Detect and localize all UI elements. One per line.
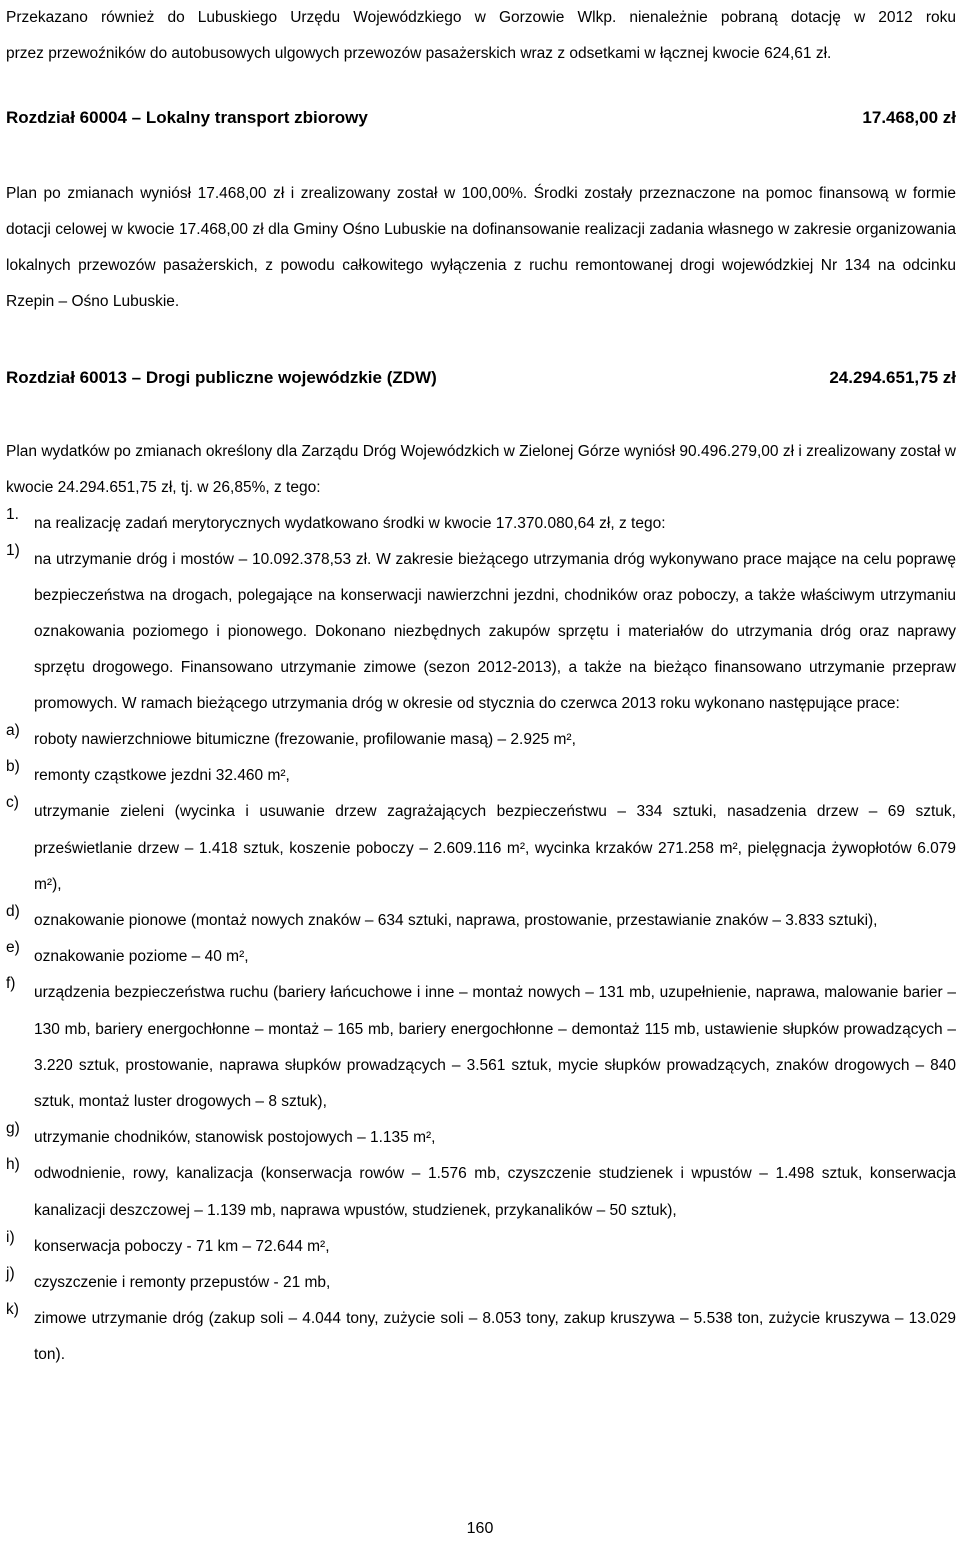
sub-point-number: 1) — [6, 542, 20, 559]
list-letter: i) — [6, 1228, 15, 1246]
list-text: remonty cząstkowe jezdni 32.460 m², — [34, 767, 290, 785]
section-heading-60013 — [6, 368, 956, 388]
list-letter: e) — [6, 939, 20, 957]
section-amount: 17.468,00 zł — [862, 108, 956, 127]
section-paragraph: Plan wydatków po zmianach określony dla Zarządu Dróg Wojewódzkich w Zielonej Górze wyniósł 90.496.279,00 zł i zrealizowany został w kwocie 24.294.651,75 zł, tj. w 26,85%, z tego: — [6, 443, 956, 496]
list-item — [6, 975, 956, 1120]
numbered-point-1 — [6, 506, 956, 542]
list-letter: j) — [6, 1265, 15, 1283]
sub-point-1 — [6, 542, 956, 722]
section-title: Rozdział 60013 – Drogi publiczne wojewódzkie (ZDW) — [6, 368, 437, 387]
list-item — [6, 794, 956, 903]
list-letter: h) — [6, 1156, 20, 1174]
intro-line-2: przez przewoźników do autobusowych ulgowych przewozów pasażerskich wraz z odsetkami w łącznej kwocie 624,61 zł. — [6, 45, 832, 62]
list-letter: f) — [6, 975, 16, 993]
page-number: 160 — [466, 1520, 494, 1537]
section-60004-body — [6, 176, 956, 320]
list-text: utrzymanie chodników, stanowisk postojowych – 1.135 m², — [34, 1129, 436, 1147]
list-item — [6, 1229, 956, 1265]
list-letter: g) — [6, 1120, 20, 1138]
list-text: konserwacja poboczy - 71 km – 72.644 m², — [34, 1237, 330, 1255]
list-item — [6, 722, 956, 758]
list-item — [6, 903, 956, 939]
list-text: oznakowanie poziome – 40 m², — [34, 948, 249, 966]
point-number: 1. — [6, 506, 19, 523]
list-text: odwodnienie, rowy, kanalizacja (konserwacja rowów – 1.576 mb, czyszczenie studzienek i wpustów – 1.498 sztuk, konserwacja kanalizacji deszczowej – 1.139 mb, naprawa wpustów, studzienek, przykanalików – 50 sztuk), — [34, 1165, 956, 1219]
sub-point-text: na utrzymanie dróg i mostów – 10.092.378,53 zł. W zakresie bieżącego utrzymania dróg wykonywano prace mające na celu poprawę bezpieczeństwa na drogach, polegające na konserwacji nawierzchni jezdni, chodników oraz poboczy, a także właściwym utrzymaniu oznakowania poziomego i pionowego. Dokonano niezbędnych zakupów sprzętu i materiałów do utrzymania dróg oraz naprawy sprzętu drogowego. Finansowano utrzymanie zimowe (sezon 2012-2013), a także na bieżąco finansowano utrzymanie przepraw promowych. W ramach bieżącego utrzymania dróg w okresie od stycznia do czerwca 2013 roku wykonano następujące prace: — [34, 551, 956, 712]
list-text: oznakowanie pionowe (montaż nowych znaków – 634 sztuki, naprawa, prostowanie, przestawianie znaków – 3.833 sztuki), — [34, 912, 878, 930]
list-text: utrzymanie zieleni (wycinka i usuwanie drzew zagrażających bezpieczeństwu – 334 sztuki, nasadzenia drzew – 69 sztuk, prześwietlanie drzew – 1.418 sztuk, koszenie poboczy – 2.609.116 m², wycinka krzaków 271.258 m², pielęgnacja żywopłotów 6.079 m²), — [34, 803, 956, 893]
list-text: urządzenia bezpieczeństwa ruchu (bariery łańcuchowe i inne – montaż nowych – 131 mb, uzupełnienie, naprawa, malowanie barier – 130 mb, bariery energochłonne – montaż – 165 mb, bariery energochłonne – demontaż 115 mb, ustawienie słupków prowadzących – 3.220 sztuk, prostowanie, naprawa słupków prowadzących – 3.561 sztuk, mycie słupków prowadzących, znaków drogowych – 840 sztuk, montaż luster drogowych – 8 sztuk), — [34, 984, 956, 1111]
intro-paragraph — [6, 0, 956, 72]
intro-line-1: Przekazano również do Lubuskiego Urzędu Wojewódzkiego w Gorzowie Wlkp. nienależnie pobraną dotację w 2012 roku — [6, 9, 956, 26]
list-item — [6, 1301, 956, 1373]
list-letter: c) — [6, 794, 19, 812]
list-letter: d) — [6, 903, 20, 921]
section-heading-60004 — [6, 108, 956, 128]
list-letter: a) — [6, 722, 20, 739]
list-item — [6, 939, 956, 975]
section-amount: 24.294.651,75 zł — [829, 368, 956, 387]
list-letter: b) — [6, 758, 20, 776]
list-item — [6, 1156, 956, 1228]
list-item — [6, 1120, 956, 1156]
list-letter: k) — [6, 1301, 19, 1319]
point-text: na realizację zadań merytorycznych wydatkowano środki w kwocie 17.370.080,64 zł, z tego: — [34, 515, 666, 532]
list-text: zimowe utrzymanie dróg (zakup soli – 4.044 tony, zużycie soli – 8.053 tony, zakup kruszywa – 5.538 ton, zużycie kruszywa – 13.029 ton). — [34, 1310, 956, 1364]
section-60013-body — [6, 434, 956, 1374]
list-text: czyszczenie i remonty przepustów - 21 mb, — [34, 1274, 331, 1292]
section-title: Rozdział 60004 – Lokalny transport zbiorowy — [6, 108, 368, 127]
list-item — [6, 758, 956, 794]
list-text: roboty nawierzchniowe bitumiczne (frezowanie, profilowanie masą) – 2.925 m², — [34, 731, 576, 748]
list-item — [6, 1265, 956, 1301]
section-paragraph: Plan po zmianach wyniósł 17.468,00 zł i zrealizowany został w 100,00%. Środki zostały przeznaczone na pomoc finansową w formie dotacji celowej w kwocie 17.468,00 zł dla Gminy Ośno Lubuskie na dofinansowanie realizacji zadania własnego w zakresie organizowania lokalnych przewozów pasażerskich, z powodu całkowitego wyłączenia z ruchu remontowanej drogi wojewódzkiej Nr 134 na odcinku Rzepin – Ośno Lubuskie. — [6, 185, 956, 310]
work-items-list — [6, 722, 956, 1374]
